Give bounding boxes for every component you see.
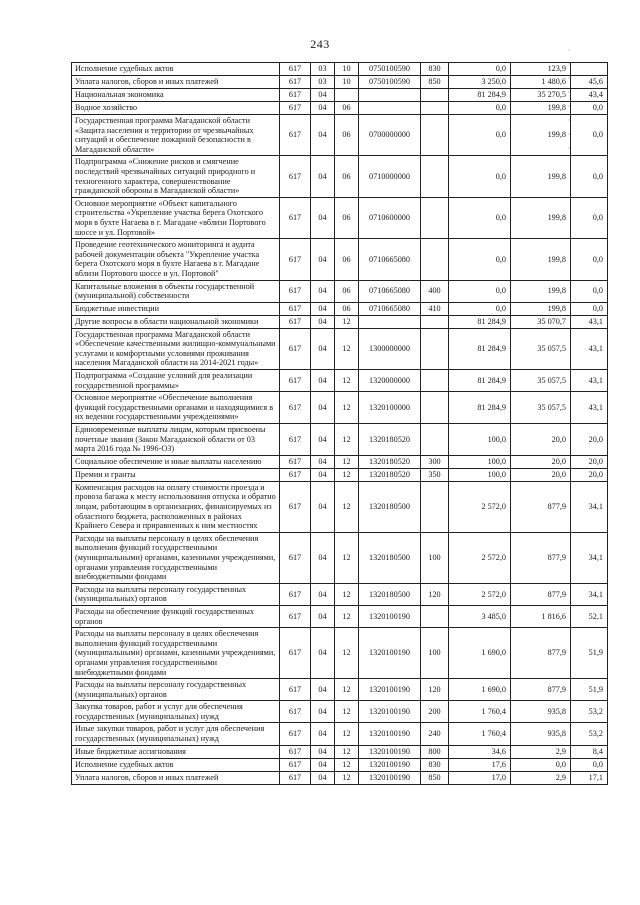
subsection-code-cell: 12 <box>335 605 359 627</box>
actual-amount-cell: 199,8 <box>511 280 571 302</box>
subsection-code-cell: 12 <box>335 745 359 758</box>
page-number: 243 <box>310 37 330 51</box>
section-code-cell: 04 <box>311 771 335 784</box>
expense-type-cell <box>421 102 449 115</box>
row-name-cell: Подпрограмма «Создание условий для реализации государственной программы» <box>72 370 280 392</box>
row-name-cell: Уплата налогов, сборов и иных платежей <box>72 76 280 89</box>
target-article-cell: 1320180500 <box>359 481 421 532</box>
subsection-code-cell: 10 <box>335 76 359 89</box>
execution-percent-cell: 0,0 <box>571 115 608 156</box>
grbs-code-cell: 617 <box>280 481 311 532</box>
target-article-cell: 0710600000 <box>359 197 421 238</box>
execution-percent-cell: 0,0 <box>571 758 608 771</box>
row-name-cell: Основное мероприятие «Обеспечение выполнения функций государственными органами и находящимися в их ведении государственными учреждениями» <box>72 392 280 424</box>
section-code-cell: 04 <box>311 89 335 102</box>
target-article-cell: 0710000000 <box>359 156 421 197</box>
execution-percent-cell: 34,1 <box>571 532 608 583</box>
table-row <box>72 392 608 424</box>
table-row <box>72 63 608 76</box>
grbs-code-cell: 617 <box>280 628 311 679</box>
grbs-code-cell: 617 <box>280 745 311 758</box>
expense-type-cell: 200 <box>421 701 449 723</box>
table-row <box>72 455 608 468</box>
actual-amount-cell: 35 057,5 <box>511 328 571 369</box>
subsection-code-cell <box>335 89 359 102</box>
section-code-cell: 04 <box>311 605 335 627</box>
plan-amount-cell: 0,0 <box>449 197 511 238</box>
row-name-cell: Государственная программа Магаданской области «Обеспечение качественными жилищно-коммунальными услугами и комфортными условиями проживания населения Магаданской области на 2014-2021 годы» <box>72 328 280 369</box>
grbs-code-cell: 617 <box>280 315 311 328</box>
section-code-cell: 03 <box>311 76 335 89</box>
expense-type-cell <box>421 481 449 532</box>
execution-percent-cell: 43,4 <box>571 89 608 102</box>
grbs-code-cell: 617 <box>280 63 311 76</box>
grbs-code-cell: 617 <box>280 392 311 424</box>
plan-amount-cell: 0,0 <box>449 280 511 302</box>
table-row <box>72 628 608 679</box>
expense-type-cell: 120 <box>421 679 449 701</box>
target-article-cell: 0700000000 <box>359 115 421 156</box>
row-name-cell: Национальная экономика <box>72 89 280 102</box>
section-code-cell: 04 <box>311 302 335 315</box>
grbs-code-cell: 617 <box>280 370 311 392</box>
subsection-code-cell: 06 <box>335 156 359 197</box>
row-name-cell: Социальное обеспечение и иные выплаты населению <box>72 455 280 468</box>
grbs-code-cell: 617 <box>280 89 311 102</box>
actual-amount-cell: 935,8 <box>511 723 571 745</box>
row-name-cell: Проведение геотехнического мониторинга и аудита рабочей документации объекта "Укрепление участка берега Охотского моря в бухте Нагаева в г. Магадане вблизи Портового шоссе и ул. Портовой" <box>72 239 280 280</box>
execution-percent-cell: 52,1 <box>571 605 608 627</box>
expense-type-cell <box>421 605 449 627</box>
expense-type-cell <box>421 197 449 238</box>
row-name-cell: Расходы на выплаты персоналу в целях обеспечения выполнения функций государственными (муниципальными) органами, казенными учреждениями, органами управления государственными внебюджетными фондами <box>72 628 280 679</box>
expense-type-cell: 800 <box>421 745 449 758</box>
section-code-cell: 04 <box>311 481 335 532</box>
table-row <box>72 115 608 156</box>
expense-type-cell: 410 <box>421 302 449 315</box>
table-row <box>72 239 608 280</box>
subsection-code-cell: 12 <box>335 758 359 771</box>
grbs-code-cell: 617 <box>280 115 311 156</box>
execution-percent-cell: 43,1 <box>571 392 608 424</box>
target-article-cell: 1320100190 <box>359 605 421 627</box>
execution-percent-cell: 43,1 <box>571 370 608 392</box>
plan-amount-cell: 0,0 <box>449 63 511 76</box>
plan-amount-cell: 3 250,0 <box>449 76 511 89</box>
row-name-cell: Подпрограмма «Снижение рисков и смягчение последствий чрезвычайных ситуаций природного и техногенного характера, совершенствование гражданской обороны в Магаданской области» <box>72 156 280 197</box>
grbs-code-cell: 617 <box>280 723 311 745</box>
target-article-cell: 1320180520 <box>359 455 421 468</box>
actual-amount-cell: 1 816,6 <box>511 605 571 627</box>
table-row <box>72 424 608 456</box>
expense-type-cell: 400 <box>421 280 449 302</box>
table-row <box>72 76 608 89</box>
expense-type-cell: 120 <box>421 583 449 605</box>
plan-amount-cell: 2 572,0 <box>449 583 511 605</box>
section-code-cell: 04 <box>311 370 335 392</box>
plan-amount-cell: 100,0 <box>449 468 511 481</box>
actual-amount-cell: 935,8 <box>511 701 571 723</box>
target-article-cell: 1320180520 <box>359 468 421 481</box>
target-article-cell: 1320100190 <box>359 701 421 723</box>
subsection-code-cell: 12 <box>335 628 359 679</box>
actual-amount-cell: 199,8 <box>511 102 571 115</box>
execution-percent-cell: 43,1 <box>571 315 608 328</box>
plan-amount-cell: 81 284,9 <box>449 328 511 369</box>
target-article-cell: 0750100590 <box>359 63 421 76</box>
subsection-code-cell: 12 <box>335 468 359 481</box>
target-article-cell: 1320000000 <box>359 370 421 392</box>
section-code-cell: 04 <box>311 679 335 701</box>
section-code-cell: 04 <box>311 156 335 197</box>
plan-amount-cell: 81 284,9 <box>449 370 511 392</box>
subsection-code-cell: 06 <box>335 115 359 156</box>
actual-amount-cell: 2,9 <box>511 745 571 758</box>
table-row <box>72 758 608 771</box>
row-name-cell: Расходы на выплаты персоналу государственных (муниципальных) органов <box>72 679 280 701</box>
grbs-code-cell: 617 <box>280 605 311 627</box>
actual-amount-cell: 123,9 <box>511 63 571 76</box>
execution-percent-cell: 51,9 <box>571 628 608 679</box>
execution-percent-cell: 0,0 <box>571 239 608 280</box>
expense-type-cell: 830 <box>421 758 449 771</box>
row-name-cell: Компенсация расходов на оплату стоимости проезда и провоза багажа к месту использования отпуска и обратно лицам, работающим в организациях, финансируемых из областного бюджета, расположенных в районах Крайнего Севера и приравненных к ним местностях <box>72 481 280 532</box>
actual-amount-cell: 199,8 <box>511 197 571 238</box>
row-name-cell: Иные закупки товаров, работ и услуг для обеспечения государственных (муниципальных) нужд <box>72 723 280 745</box>
expense-type-cell: 100 <box>421 628 449 679</box>
section-code-cell: 04 <box>311 280 335 302</box>
target-article-cell: 1320100000 <box>359 392 421 424</box>
row-name-cell: Единовременные выплаты лицам, которым присвоены почетные звания (Закон Магаданской области от 03 марта 2016 года № 1996-ОЗ) <box>72 424 280 456</box>
section-code-cell: 04 <box>311 328 335 369</box>
plan-amount-cell: 17,0 <box>449 771 511 784</box>
target-article-cell: 1320180500 <box>359 583 421 605</box>
table-row <box>72 302 608 315</box>
grbs-code-cell: 617 <box>280 424 311 456</box>
actual-amount-cell: 2,9 <box>511 771 571 784</box>
subsection-code-cell: 12 <box>335 424 359 456</box>
table-row <box>72 370 608 392</box>
actual-amount-cell: 877,9 <box>511 532 571 583</box>
plan-amount-cell: 2 572,0 <box>449 532 511 583</box>
actual-amount-cell: 199,8 <box>511 239 571 280</box>
target-article-cell: 1320100190 <box>359 745 421 758</box>
execution-percent-cell: 34,1 <box>571 481 608 532</box>
actual-amount-cell: 199,8 <box>511 302 571 315</box>
section-code-cell: 04 <box>311 758 335 771</box>
grbs-code-cell: 617 <box>280 102 311 115</box>
execution-percent-cell: 0,0 <box>571 302 608 315</box>
grbs-code-cell: 617 <box>280 701 311 723</box>
expense-type-cell <box>421 328 449 369</box>
expense-type-cell: 850 <box>421 76 449 89</box>
budget-table <box>71 62 608 785</box>
expense-type-cell: 300 <box>421 455 449 468</box>
execution-percent-cell: 0,0 <box>571 156 608 197</box>
execution-percent-cell: 20,0 <box>571 468 608 481</box>
subsection-code-cell: 10 <box>335 63 359 76</box>
execution-percent-cell: 34,1 <box>571 583 608 605</box>
row-name-cell: Капитальные вложения в объекты государственной (муниципальной) собственности <box>72 280 280 302</box>
target-article-cell: 0710665080 <box>359 302 421 315</box>
actual-amount-cell: 877,9 <box>511 481 571 532</box>
table-row <box>72 723 608 745</box>
table-row <box>72 468 608 481</box>
expense-type-cell <box>421 424 449 456</box>
plan-amount-cell: 0,0 <box>449 102 511 115</box>
expense-type-cell <box>421 156 449 197</box>
plan-amount-cell: 100,0 <box>449 455 511 468</box>
section-code-cell: 04 <box>311 583 335 605</box>
target-article-cell <box>359 315 421 328</box>
expense-type-cell: 850 <box>421 771 449 784</box>
row-name-cell: Исполнение судебных актов <box>72 758 280 771</box>
plan-amount-cell: 1 690,0 <box>449 628 511 679</box>
subsection-code-cell: 12 <box>335 532 359 583</box>
expense-type-cell <box>421 315 449 328</box>
row-name-cell: Бюджетные инвестиции <box>72 302 280 315</box>
grbs-code-cell: 617 <box>280 280 311 302</box>
section-code-cell: 04 <box>311 424 335 456</box>
subsection-code-cell: 12 <box>335 771 359 784</box>
row-name-cell: Водное хозяйство <box>72 102 280 115</box>
execution-percent-cell: 0,0 <box>571 280 608 302</box>
subsection-code-cell: 12 <box>335 328 359 369</box>
subsection-code-cell: 06 <box>335 102 359 115</box>
expense-type-cell <box>421 392 449 424</box>
grbs-code-cell: 617 <box>280 583 311 605</box>
section-code-cell: 04 <box>311 723 335 745</box>
execution-percent-cell: 45,6 <box>571 76 608 89</box>
execution-percent-cell: 0,0 <box>571 197 608 238</box>
plan-amount-cell: 0,0 <box>449 115 511 156</box>
expense-type-cell <box>421 115 449 156</box>
expense-type-cell <box>421 239 449 280</box>
grbs-code-cell: 617 <box>280 302 311 315</box>
plan-amount-cell: 34,6 <box>449 745 511 758</box>
target-article-cell <box>359 102 421 115</box>
actual-amount-cell: 35 070,7 <box>511 315 571 328</box>
section-code-cell: 04 <box>311 239 335 280</box>
plan-amount-cell: 2 572,0 <box>449 481 511 532</box>
section-code-cell: 04 <box>311 745 335 758</box>
target-article-cell: 1320100190 <box>359 628 421 679</box>
plan-amount-cell: 1 690,0 <box>449 679 511 701</box>
grbs-code-cell: 617 <box>280 328 311 369</box>
section-code-cell: 04 <box>311 115 335 156</box>
target-article-cell: 1320100190 <box>359 771 421 784</box>
actual-amount-cell: 35 270,5 <box>511 89 571 102</box>
target-article-cell: 1320100190 <box>359 758 421 771</box>
grbs-code-cell: 617 <box>280 468 311 481</box>
plan-amount-cell: 81 284,9 <box>449 315 511 328</box>
row-name-cell: Уплата налогов, сборов и иных платежей <box>72 771 280 784</box>
plan-amount-cell: 81 284,9 <box>449 89 511 102</box>
execution-percent-cell: 51,9 <box>571 679 608 701</box>
table-row <box>72 583 608 605</box>
actual-amount-cell: 1 480,6 <box>511 76 571 89</box>
actual-amount-cell: 199,8 <box>511 156 571 197</box>
expense-type-cell <box>421 89 449 102</box>
budget-table-body <box>72 63 608 785</box>
expense-type-cell: 350 <box>421 468 449 481</box>
expense-type-cell: 830 <box>421 63 449 76</box>
margin-marks: · · · · · · · · <box>567 46 571 153</box>
table-row <box>72 328 608 369</box>
section-code-cell: 04 <box>311 197 335 238</box>
target-article-cell: 1320100190 <box>359 723 421 745</box>
expense-type-cell: 240 <box>421 723 449 745</box>
subsection-code-cell: 12 <box>335 583 359 605</box>
row-name-cell: Государственная программа Магаданской области «Защита населения и территории от чрезвычайных ситуаций и обеспечение пожарной безопасности в Магаданской области» <box>72 115 280 156</box>
grbs-code-cell: 617 <box>280 239 311 280</box>
actual-amount-cell: 20,0 <box>511 455 571 468</box>
subsection-code-cell: 12 <box>335 679 359 701</box>
subsection-code-cell: 06 <box>335 302 359 315</box>
execution-percent-cell: 53,2 <box>571 701 608 723</box>
target-article-cell: 1300000000 <box>359 328 421 369</box>
actual-amount-cell: 877,9 <box>511 628 571 679</box>
actual-amount-cell: 20,0 <box>511 468 571 481</box>
section-code-cell: 04 <box>311 468 335 481</box>
plan-amount-cell: 100,0 <box>449 424 511 456</box>
section-code-cell: 04 <box>311 102 335 115</box>
grbs-code-cell: 617 <box>280 679 311 701</box>
table-row <box>72 745 608 758</box>
target-article-cell: 0710665080 <box>359 280 421 302</box>
row-name-cell: Закупка товаров, работ и услуг для обеспечения государственных (муниципальных) нужд <box>72 701 280 723</box>
target-article-cell <box>359 89 421 102</box>
section-code-cell: 04 <box>311 392 335 424</box>
execution-percent-cell: 0,0 <box>571 102 608 115</box>
subsection-code-cell: 12 <box>335 392 359 424</box>
execution-percent-cell: 17,1 <box>571 771 608 784</box>
plan-amount-cell: 81 284,9 <box>449 392 511 424</box>
row-name-cell: Исполнение судебных актов <box>72 63 280 76</box>
table-row <box>72 197 608 238</box>
actual-amount-cell: 35 057,5 <box>511 392 571 424</box>
target-article-cell: 1320180500 <box>359 532 421 583</box>
target-article-cell: 0710665080 <box>359 239 421 280</box>
actual-amount-cell: 199,8 <box>511 115 571 156</box>
table-row <box>72 771 608 784</box>
grbs-code-cell: 617 <box>280 76 311 89</box>
row-name-cell: Другие вопросы в области национальной экономики <box>72 315 280 328</box>
table-row <box>72 701 608 723</box>
actual-amount-cell: 0,0 <box>511 758 571 771</box>
execution-percent-cell <box>571 63 608 76</box>
table-row <box>72 280 608 302</box>
subsection-code-cell: 12 <box>335 481 359 532</box>
table-row <box>72 532 608 583</box>
plan-amount-cell: 1 760,4 <box>449 701 511 723</box>
row-name-cell: Расходы на обеспечение функций государственных органов <box>72 605 280 627</box>
execution-percent-cell: 8,4 <box>571 745 608 758</box>
table-row <box>72 315 608 328</box>
target-article-cell: 1320100190 <box>359 679 421 701</box>
table-row <box>72 102 608 115</box>
actual-amount-cell: 20,0 <box>511 424 571 456</box>
execution-percent-cell: 20,0 <box>571 424 608 456</box>
plan-amount-cell: 3 485,0 <box>449 605 511 627</box>
plan-amount-cell: 17,6 <box>449 758 511 771</box>
row-name-cell: Иные бюджетные ассигнования <box>72 745 280 758</box>
grbs-code-cell: 617 <box>280 532 311 583</box>
row-name-cell: Расходы на выплаты персоналу в целях обеспечения выполнения функций государственными (муниципальными) органами, казенными учреждениями, органами управления государственными внебюджетными фондами <box>72 532 280 583</box>
table-row <box>72 605 608 627</box>
actual-amount-cell: 35 057,5 <box>511 370 571 392</box>
table-row <box>72 679 608 701</box>
plan-amount-cell: 1 760,4 <box>449 723 511 745</box>
target-article-cell: 1320180520 <box>359 424 421 456</box>
actual-amount-cell: 877,9 <box>511 583 571 605</box>
grbs-code-cell: 617 <box>280 197 311 238</box>
grbs-code-cell: 617 <box>280 156 311 197</box>
subsection-code-cell: 06 <box>335 280 359 302</box>
grbs-code-cell: 617 <box>280 455 311 468</box>
expense-type-cell <box>421 370 449 392</box>
subsection-code-cell: 12 <box>335 315 359 328</box>
subsection-code-cell: 12 <box>335 370 359 392</box>
table-row <box>72 89 608 102</box>
section-code-cell: 03 <box>311 63 335 76</box>
row-name-cell: Премии и гранты <box>72 468 280 481</box>
subsection-code-cell: 12 <box>335 455 359 468</box>
row-name-cell: Расходы на выплаты персоналу государственных (муниципальных) органов <box>72 583 280 605</box>
row-name-cell: Основное мероприятие «Объект капитального строительства «Укрепление участка берега Охотского моря в бухте Нагаева в г. Магадане «вблизи Портового шоссе и ул. Портовой» <box>72 197 280 238</box>
section-code-cell: 04 <box>311 455 335 468</box>
plan-amount-cell: 0,0 <box>449 302 511 315</box>
table-row <box>72 481 608 532</box>
subsection-code-cell: 06 <box>335 197 359 238</box>
plan-amount-cell: 0,0 <box>449 239 511 280</box>
execution-percent-cell: 53,2 <box>571 723 608 745</box>
plan-amount-cell: 0,0 <box>449 156 511 197</box>
execution-percent-cell: 43,1 <box>571 328 608 369</box>
section-code-cell: 04 <box>311 532 335 583</box>
grbs-code-cell: 617 <box>280 758 311 771</box>
table-row <box>72 156 608 197</box>
target-article-cell: 0750100590 <box>359 76 421 89</box>
subsection-code-cell: 12 <box>335 701 359 723</box>
expense-type-cell: 100 <box>421 532 449 583</box>
section-code-cell: 04 <box>311 628 335 679</box>
actual-amount-cell: 877,9 <box>511 679 571 701</box>
subsection-code-cell: 06 <box>335 239 359 280</box>
section-code-cell: 04 <box>311 315 335 328</box>
section-code-cell: 04 <box>311 701 335 723</box>
execution-percent-cell: 20,0 <box>571 455 608 468</box>
grbs-code-cell: 617 <box>280 771 311 784</box>
subsection-code-cell: 12 <box>335 723 359 745</box>
